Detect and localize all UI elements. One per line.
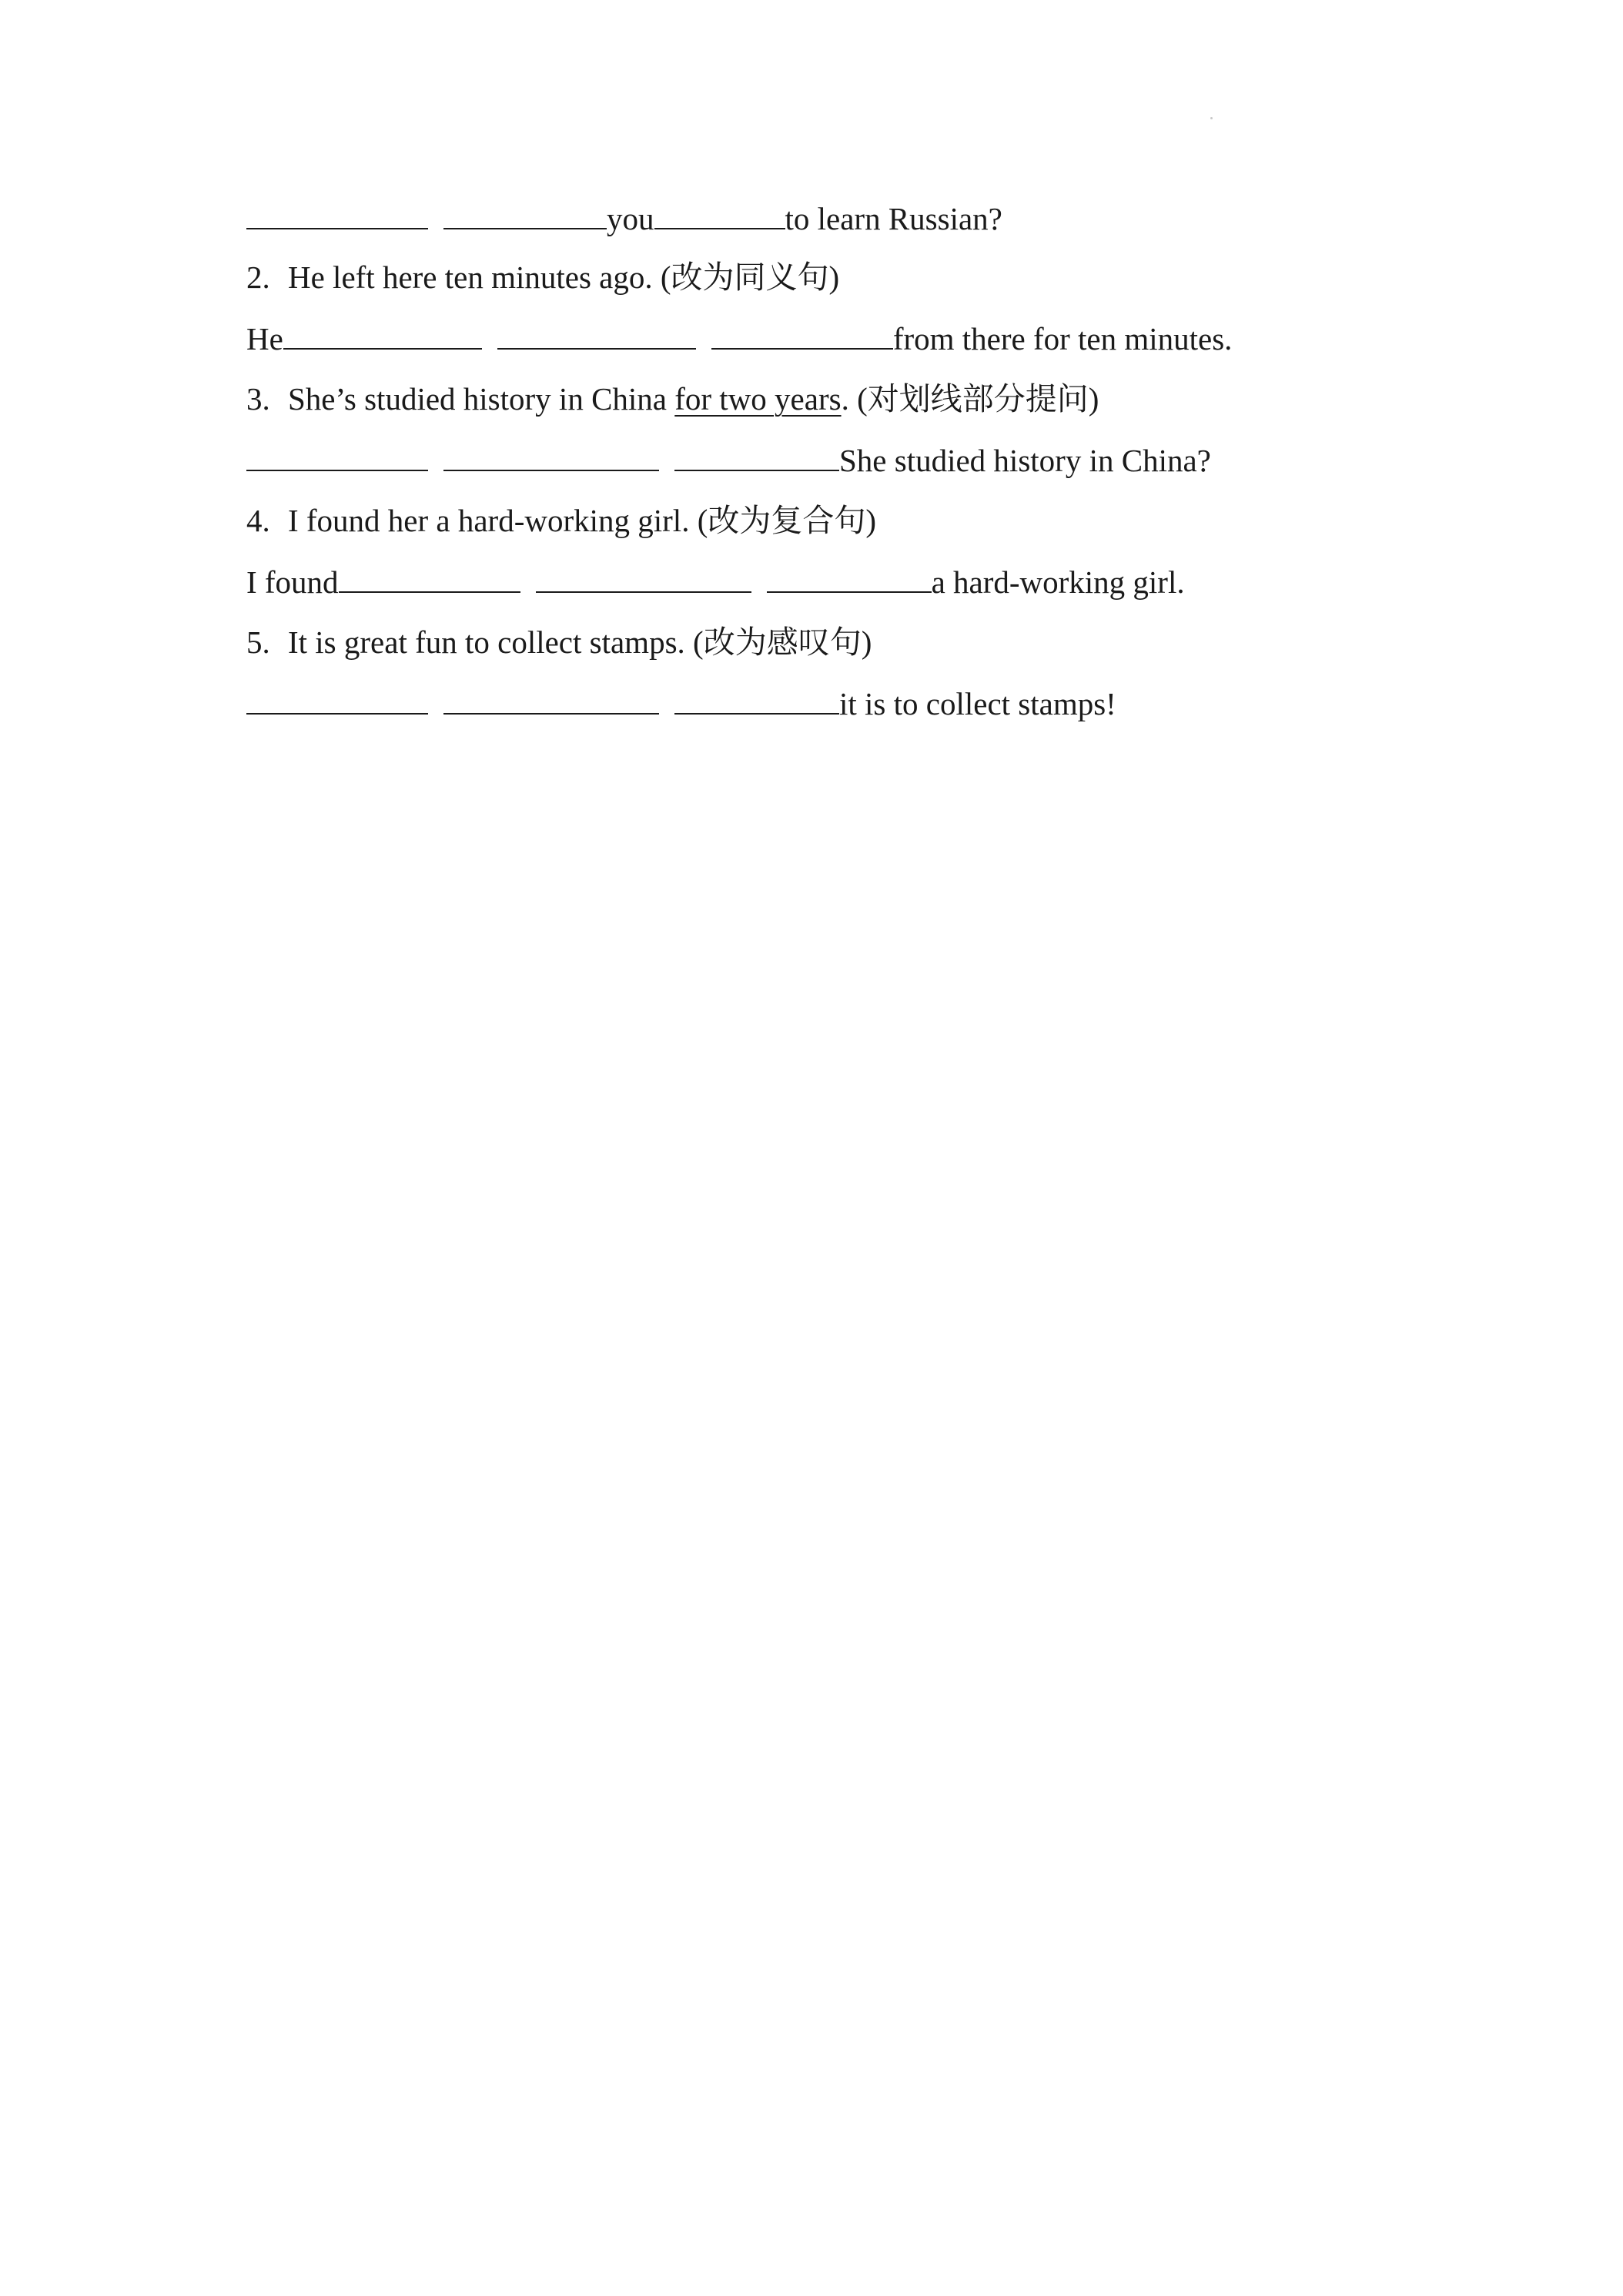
question-text: I found her a hard-working girl. [288,503,690,538]
answer-blank[interactable] [443,202,607,229]
answer-suffix: it is to collect stamps! [839,686,1116,721]
answer-prefix: I found [246,564,339,600]
item-2-question [246,256,839,299]
answer-suffix: a hard-working girl. [931,564,1185,600]
item-3-question [246,377,1099,420]
answer-blank[interactable] [674,687,839,715]
answer-blank[interactable] [654,202,785,229]
item-number: 5. [246,624,270,660]
item-5-question [246,621,872,664]
answer-blank[interactable] [246,202,428,229]
answer-blank[interactable] [283,322,482,350]
answer-blank[interactable] [674,443,839,471]
answer-blank[interactable] [246,443,428,471]
answer-blank[interactable] [339,565,520,593]
item-1-answer-line [246,197,1002,240]
item-4-answer-line [246,561,1185,604]
item-5-answer-line [246,682,1116,725]
answer-suffix: from there for ten minutes. [892,321,1233,356]
instruction: (改为同义句) [660,259,840,295]
item-number: 2. [246,259,270,295]
answer-suffix: She studied history in China? [839,443,1211,478]
scan-speck [1210,117,1213,119]
item-3-answer-line [246,439,1211,482]
instruction: (改为感叹句) [693,624,872,660]
instruction: (对划线部分提问) [857,381,1099,417]
answer-text: you [607,201,654,236]
item-4-question [246,499,876,542]
answer-blank[interactable] [711,322,893,350]
answer-blank[interactable] [497,322,696,350]
answer-blank[interactable] [443,687,659,715]
answer-suffix: to learn Russian? [785,201,1002,236]
item-2-answer-line [246,317,1232,360]
item-number: 4. [246,503,270,538]
answer-blank[interactable] [767,565,932,593]
question-end: . [841,381,849,417]
question-text: It is great fun to collect stamps. [288,624,685,660]
item-number: 3. [246,381,270,417]
underlined-phrase: for two years [674,381,842,417]
answer-prefix: He [246,321,283,356]
answer-blank[interactable] [536,565,751,593]
answer-blank[interactable] [246,687,428,715]
instruction: (改为复合句) [697,503,877,538]
question-text: She’s studied history in China [288,381,675,417]
answer-blank[interactable] [443,443,659,471]
question-text: He left here ten minutes ago. [288,259,653,295]
